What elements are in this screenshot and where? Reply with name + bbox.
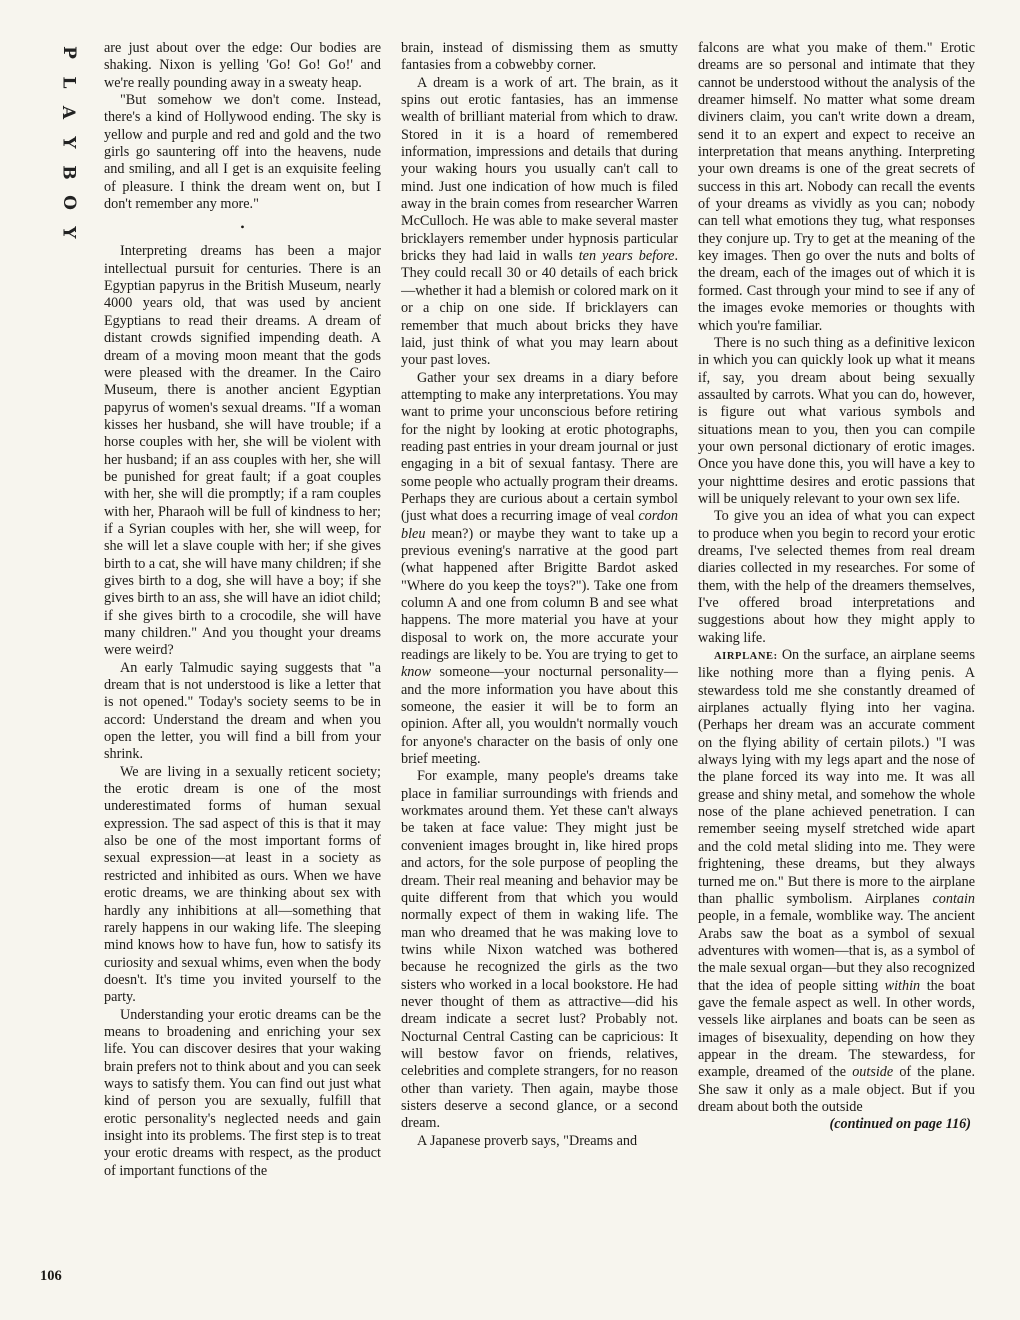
text-run: Gather your sex dreams in a diary before attempting to make any interpretations. You may want to prime your unconscious before retiring for the night by looking at erotic photographs, reading past entries in your dream journal or just engaging in a bit of sexual fantasy. There are some people who actually program their dreams. Perhaps they are curious about a certain symbol (just what does a recurring image of veal xyxy=(401,369,678,525)
column-1 xyxy=(104,40,381,1290)
paragraph: To give you an idea of what you can expect to produce when you begin to record your erotic dreams, I've selected themes from real dream diaries collected in my researches. For some of them, with the help of the dreamers themselves, I've offered broad interpretations and suggestions about how they might apply to waking life. xyxy=(698,508,975,646)
text-run: A dream is a work of art. The brain, as it spins out erotic fantasies, has an immense wealth of brilliant material from which to draw. Stored in it is a hoard of remembered information, impressions and details that during your waking hours you usually can't call to mind. Just one indication of how much is filed away in the brain comes from researcher Warren McCulloch. He was able to make several master bricklayers remember under hypnosis particular bricks they had laid in walls xyxy=(401,74,678,265)
paragraph: For example, many people's dreams take place in familiar surroundings with friends and workmates around them. Yet these can't always be taken at face value: They might just be convenient images brought in, like hired props and actors, for the sole purpose of peopling the dream. Their real meaning and behavior may be quite different from that which you would normally expect of them in waking life. The man who dreamed that he was making love to twins while Nixon watched was bothered because he recognized the girls as the two sisters who worked in a local bookstore. He had never thought of them as attractive—did his dream indicate a secret lust? Probably not. Nocturnal Central Casting can be capricious: It will bestow favor on friends, relatives, celebrities and complete strangers, for no reason other than variety. Then again, maybe those sisters deserve a second glance, or a second dream. xyxy=(401,768,678,1132)
masthead-letter: A xyxy=(58,105,79,120)
paragraph: Understanding your erotic dreams can be the means to broadening and enriching your sex life. You can discover desires that your waking brain prefers not to think about and you can seek ways to satisfy them. You can find out just what kind of person you are sexually, fulfill that erotic personality's neglected needs and gain insight into its problems. The first step is to treat your erotic dreams with respect, as the product of important functions of the xyxy=(104,1006,381,1179)
magazine-masthead-vertical xyxy=(56,44,80,241)
paragraph: brain, instead of dismissing them as smutty fantasies from a cobwebby corner. xyxy=(401,40,678,74)
italic-text: cordon bleu xyxy=(401,508,678,542)
entry-heading: AIRPLANE: xyxy=(714,651,778,663)
text-run: someone—your nocturnal personality—and the more information you have about this someone, the easier it will be to form an opinion. After all, you wouldn't normally vouch for anyone's character on the basis of only one brief meeting. xyxy=(401,664,678,768)
paragraph: are just about over the edge: Our bodies are shaking. Nixon is yelling 'Go! Go! Go!' and we're really pounding away in a sweaty heap. xyxy=(104,40,381,91)
paragraph: falcons are what you make of them." Erotic dreams are so personal and intimate that they cannot be understood without the analysis of the dreamer himself. No matter what some dream diviners claim, you can't write down a dream, send it to an expert and expect to receive an interpretation that means anything. Interpreting your own dreams is one of the great secrets of success in this art. Nobody can recall the events of your dreams as vividly as you can; nobody can tell what emotions they tug, what responses they conjure up. Try to get at the meaning of the key images. Then go over the nuts and bolts of the dream, each of the images out of which it is formed. Cast through your mind to see if any of the images evoke memories or thoughts with which you're familiar. xyxy=(698,40,975,334)
paragraph xyxy=(401,370,678,769)
continued-notice: (continued on page 116) xyxy=(829,1116,971,1133)
column-2 xyxy=(401,40,678,1290)
masthead-letter: O xyxy=(58,195,79,210)
column-3 xyxy=(698,40,975,1290)
text-run: the boat gave the female aspect as well. In other words, vessels like airplanes and boats can be seen as images of bisexuality, depending on how they appear in the dream. The stewardess, for example, dreamed of the xyxy=(698,977,975,1081)
paragraph xyxy=(401,75,678,370)
masthead-letter: B xyxy=(58,165,79,180)
italic-text: contain xyxy=(932,890,975,907)
italic-text: within xyxy=(884,977,921,994)
italic-text: outside xyxy=(852,1064,894,1081)
paragraph: There is no such thing as a definitive lexicon in which you can quickly look up what it means if, say, you dream about being sexually assaulted by carrots. What you can do, however, is figure out what various symbols and situations mean to you, then you can compile your own personal dictionary of erotic images. Once you have done this, you will have a key to your nighttime desires and erotic passions that will be uniquely relevant to your own sex life. xyxy=(698,334,975,507)
italic-text: ten years before xyxy=(578,248,675,265)
text-run: . They could recall 30 or 40 details of each brick—whether it had a blemish or colored mark on it or a chip on one side. If bricklayers can remember that much about bricks they have laid, just think of what you may learn about your past loves. xyxy=(401,248,678,369)
section-break-bullet: • xyxy=(240,220,245,235)
paragraph xyxy=(698,647,975,1116)
italic-text: know xyxy=(401,664,431,681)
paragraph: A Japanese proverb says, "Dreams and xyxy=(417,1132,638,1149)
text-run: of the plane. She saw it only as a male object. But if you dream about both the outside xyxy=(698,1064,975,1115)
text-run: people, in a female, womblike way. The ancient Arabs saw the boat as a symbol of sexual adventures with women—that is, as a symbol of the male sexual organ—but they also recognized that the idea of people sitting xyxy=(698,908,975,994)
page-number: 106 xyxy=(40,1268,62,1284)
masthead-letter: L xyxy=(58,76,79,89)
masthead-letter: Y xyxy=(58,226,79,239)
article-body xyxy=(104,40,974,1290)
paragraph: "But somehow we don't come. Instead, there's a kind of Hollywood ending. The sky is yellow and purple and red and gold and the two girls go sauntering off into the heavens, nude and smiling, and all I get is an exquisite feeling of pleasure. I think the dream went on, but I don't remember any more." xyxy=(104,92,381,213)
text-run: On the surface, an airplane seems like nothing more than a flying penis. A stewardess told me she constantly dreamed of airplanes actually flying into her vagina. (Perhaps her dream was an accurate comment on the flying ability of certain pilots.) "I was always lying with my legs apart and the nose of the plane forced its way into me. It was all grease and shiny metal, and somehow the whole nose of the plane achieved penetration. I can remember seeing myself stretched wide apart and the cold metal sliding into me. They were frightening, these dreams, but they always turned me on." But there is more to the airplane than phallic symbolism. Airplanes xyxy=(698,647,975,907)
paragraph: An early Talmudic saying suggests that "a dream that is not understood is like a letter that is not opened." Today's society seems to be in accord: Understand the dream and when you open the letter, you will find a bill from your shrink. xyxy=(104,659,381,763)
masthead-letter: Y xyxy=(58,136,79,149)
paragraph: Interpreting dreams has been a major intellectual pursuit for centuries. There is an Egyptian papyrus in the British Museum, nearly 4000 years old, that was used by ancient Egyptians to read their dreams. A dream of distant crowds signified impending death. A dream of a moving moon meant that the gods were pleased with the dreamer. In the Cairo Museum, there is another ancient Egyptian papyrus of women's sexual dreams. "If a woman kisses her husband, she will have trouble; if a horse couples with her, she will be violent with her husband; if an ass couples with her, she will be punished for great fault; if a goat couples with her, she will die promptly; if a ram couples with her, Pharaoh will be full of kindness to her; if a Syrian couples with her, she will weep, for she will let a slave couple with her; if she gives birth to a cat, she will have many children; if she gives birth to a dog, she will have a boy; if she gives birth to an ass, she will have an idiot child; if she gives birth to a crocodile, she will have many children." And you thought your dreams were weird? xyxy=(104,243,381,659)
masthead-letter: P xyxy=(58,46,79,59)
text-run: mean?) or maybe they want to take up a previous evening's narrative at the good part (what happened after Brigitte Bardot asked "Where do you keep the toys?"). Take one from column A and one from column B and see what happens. The more material you have at your disposal to work on, the more accurate your readings are likely to be. You are trying to get to xyxy=(401,525,678,664)
paragraph: We are living in a sexually reticent society; the erotic dream is one of the most underestimated forms of human sexual expression. The sad aspect of this is that it may also be one of the most important forms of sexual expression—at least in a society as restricted and inhibited as ours. When we have erotic dreams, we are thinking about sex with hardly any inhibitions at all—something that rarely happens in our waking life. The sleeping mind knows how to have fun, how to satisfy its curiosity and sexual whims, even when the body doesn't. It's time you invited yourself to the party. xyxy=(104,763,381,1006)
